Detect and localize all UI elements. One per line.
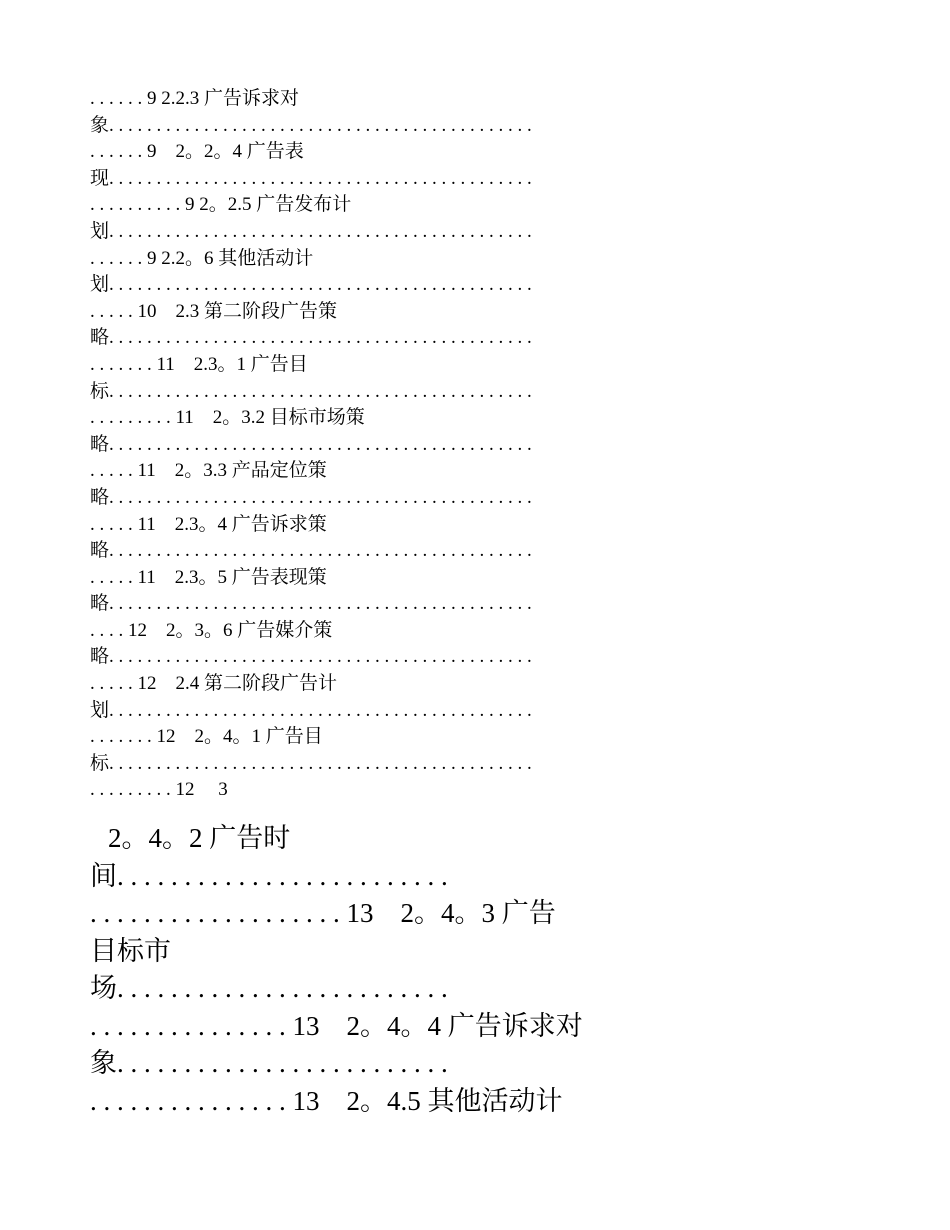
toc-line: 略. . . . . . . . . . . . . . . . . . . . . . . . . . . . . . . . . . . . . . . . . . . . . (90, 593, 532, 615)
toc-line: 略. . . . . . . . . . . . . . . . . . . . . . . . . . . . . . . . . . . . . . . . . . . . . (90, 433, 532, 455)
toc-line: . . . . . . 9 2.2.3 广告诉求对 (90, 88, 300, 109)
toc-line: 略. . . . . . . . . . . . . . . . . . . . . . . . . . . . . . . . . . . . . . . . . . . . . (90, 327, 532, 349)
toc-line: . . . . . . . . . . . . . . . . . . . 13 2。4。3 广告 (90, 898, 556, 928)
toc-line: . . . . 12 2。3。6 广告媒介策 (90, 619, 333, 641)
toc-line: . . . . . . . . . . 9 2。2.5 广告发布计 (90, 194, 352, 216)
toc-line: . . . . . 11 2。3.3 产品定位策 (90, 460, 327, 482)
toc-line: . . . . . . . . . 12 3 (90, 779, 228, 801)
toc-line: 标. . . . . . . . . . . . . . . . . . . . . . . . . . . . . . . . . . . . . . . . . . . . . (90, 752, 532, 774)
toc-line: . . . . . 10 2.3 第二阶段广告策 (90, 300, 338, 322)
toc-line: 划. . . . . . . . . . . . . . . . . . . . . . . . . . . . . . . . . . . . . . . . . . . . . (90, 274, 532, 296)
toc-line: . . . . . 11 2.3。5 广告表现策 (90, 566, 327, 588)
toc-line: 2。4。2 广告时 (108, 823, 291, 853)
toc-line: . . . . . . . . . 11 2。3.2 目标市场策 (90, 407, 365, 429)
toc-line: 划. . . . . . . . . . . . . . . . . . . . . . . . . . . . . . . . . . . . . . . . . . . . . (90, 220, 532, 242)
toc-line: . . . . . 12 2.4 第二阶段广告计 (90, 673, 338, 695)
toc-large-section (90, 820, 850, 1120)
toc-line: . . . . . 11 2.3。4 广告诉求策 (90, 513, 327, 535)
toc-line: . . . . . . 9 2。2。4 广告表 (90, 141, 304, 163)
toc-line: . . . . . . 9 2.2。6 其他活动计 (90, 247, 314, 269)
toc-line: 标. . . . . . . . . . . . . . . . . . . . . . . . . . . . . . . . . . . . . . . . . . . . . (90, 380, 532, 402)
toc-line: 象. . . . . . . . . . . . . . . . . . . . . . . . . (90, 1048, 448, 1078)
toc-line: 象. . . . . . . . . . . . . . . . . . . . . . . . . . . . . . . . . . . . . . . . . . . . . (90, 114, 532, 136)
toc-line: 略. . . . . . . . . . . . . . . . . . . . . . . . . . . . . . . . . . . . . . . . . . . . . (90, 540, 532, 562)
toc-line: 略. . . . . . . . . . . . . . . . . . . . . . . . . . . . . . . . . . . . . . . . . . . . . (90, 486, 532, 508)
toc-line: . . . . . . . . . . . . . . . 13 2。4。4 广告诉求对 (90, 1010, 583, 1041)
toc-line: 划. . . . . . . . . . . . . . . . . . . . . . . . . . . . . . . . . . . . . . . . . . . . . (90, 699, 532, 721)
toc-line: 略. . . . . . . . . . . . . . . . . . . . . . . . . . . . . . . . . . . . . . . . . . . . . (90, 646, 532, 668)
toc-line: 场. . . . . . . . . . . . . . . . . . . . . . . . . (90, 973, 448, 1003)
toc-line: 目标市 (90, 935, 171, 966)
toc-line: 间. . . . . . . . . . . . . . . . . . . . . . . . . (90, 860, 448, 891)
toc-line: 现. . . . . . . . . . . . . . . . . . . . . . . . . . . . . . . . . . . . . . . . . . . . . (90, 167, 532, 189)
toc-line: . . . . . . . . . . . . . . . 13 2。4.5 其他活动计 (90, 1085, 563, 1116)
toc-line: . . . . . . . 12 2。4。1 广告目 (90, 726, 323, 748)
toc-line: . . . . . . . 11 2.3。1 广告目 (90, 353, 308, 375)
toc-small-section (90, 86, 860, 804)
